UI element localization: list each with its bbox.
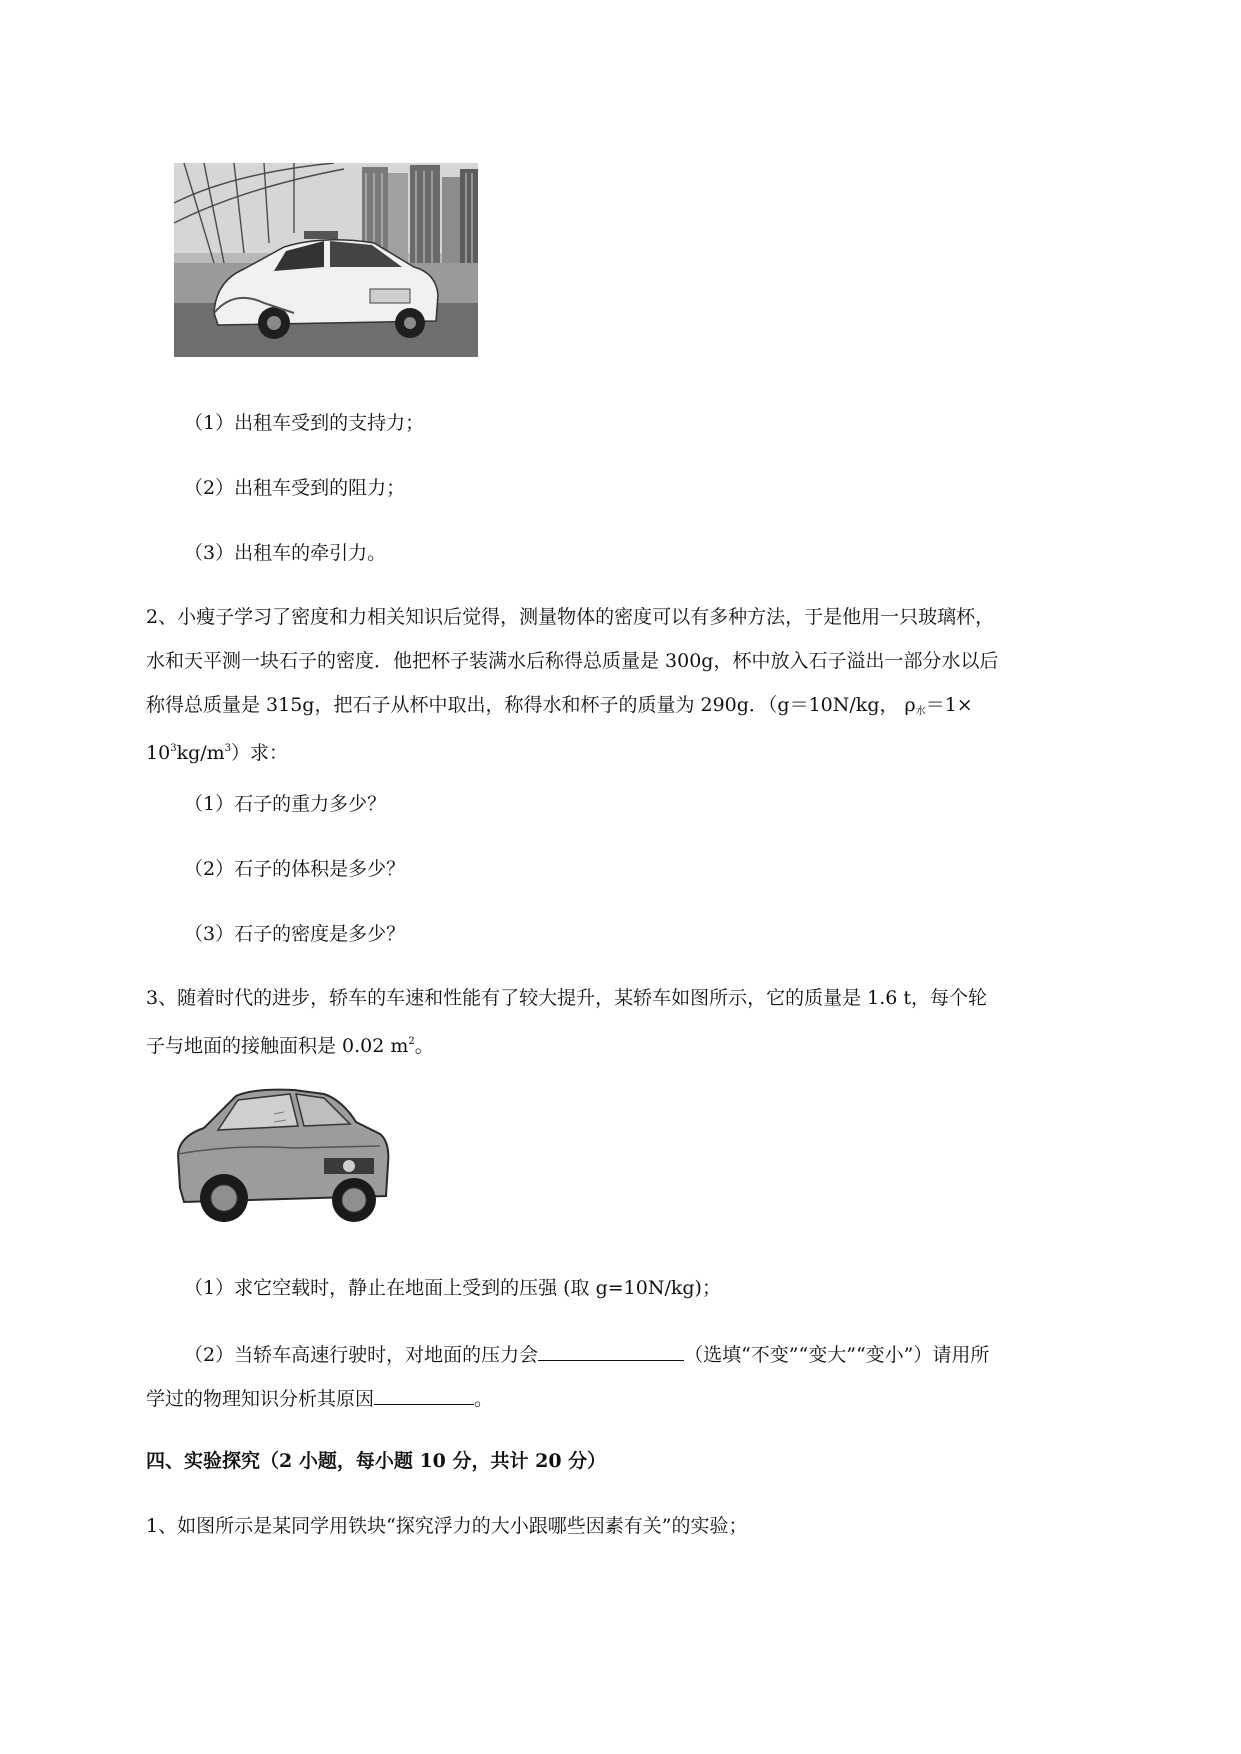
taxi-photo [174, 163, 478, 357]
q2-sub-1: （1）石子的重力多少？ [184, 793, 387, 815]
q2-sub-2: （2）石子的体积是多少？ [184, 858, 406, 880]
q3-sub-2-line-1: （2）当轿车高速行驶时，对地面的压力会 （选填“不变”“变大”“变小”）请用所 [184, 1340, 989, 1368]
q2-line-2: 水和天平测一块石子的密度．他把杯子装满水后称得总质量是 300g，杯中放入石子溢出一部分水以后 [146, 650, 999, 672]
section-4-heading: 四、实验探究（2 小题，每小题 10 分，共计 20 分） [146, 1450, 607, 1472]
q2-line-4: $10^3kg/m^3$）求： [146, 742, 289, 764]
q2-sub-3: （3）石子的密度是多少？ [184, 923, 406, 945]
answer-blank-reason[interactable] [374, 1384, 474, 1405]
q3-sub-1: （1）求它空载时，静止在地面上受到的压强 (取 g=10N/kg)； [184, 1277, 721, 1299]
q1-sub-3: （3）出租车的牵引力。 [184, 542, 387, 564]
section-4-q1: 1、如图所示是某同学用铁块“探究浮力的大小跟哪些因素有关”的实验； [146, 1515, 748, 1537]
q1-sub-1: （1）出租车受到的支持力； [184, 412, 425, 434]
q1-sub-2: （2）出租车受到的阻力； [184, 477, 406, 499]
q2-line-3: 称得总质量是 315g，把石子从杯中取出，称得水和杯子的质量为 290g．（g＝10N/kg， $\rho_水=1\times$ [146, 694, 973, 717]
sedan-photo [174, 1084, 394, 1234]
answer-blank-pressure[interactable] [538, 1340, 684, 1361]
q3-line-1: 3、随着时代的进步，轿车的车速和性能有了较大提升，某轿车如图所示，它的质量是 1.6 t，每个轮 [146, 987, 988, 1009]
q3-line-2: 子与地面的接触面积是 0.02 $m^2$。 [146, 1035, 434, 1057]
q3-sub-2-line-2: 学过的物理知识分析其原因 。 [146, 1384, 493, 1412]
q2-line-1: 2、小瘦子学习了密度和力相关知识后觉得，测量物体的密度可以有多种方法，于是他用一只玻璃杯， [146, 606, 995, 628]
